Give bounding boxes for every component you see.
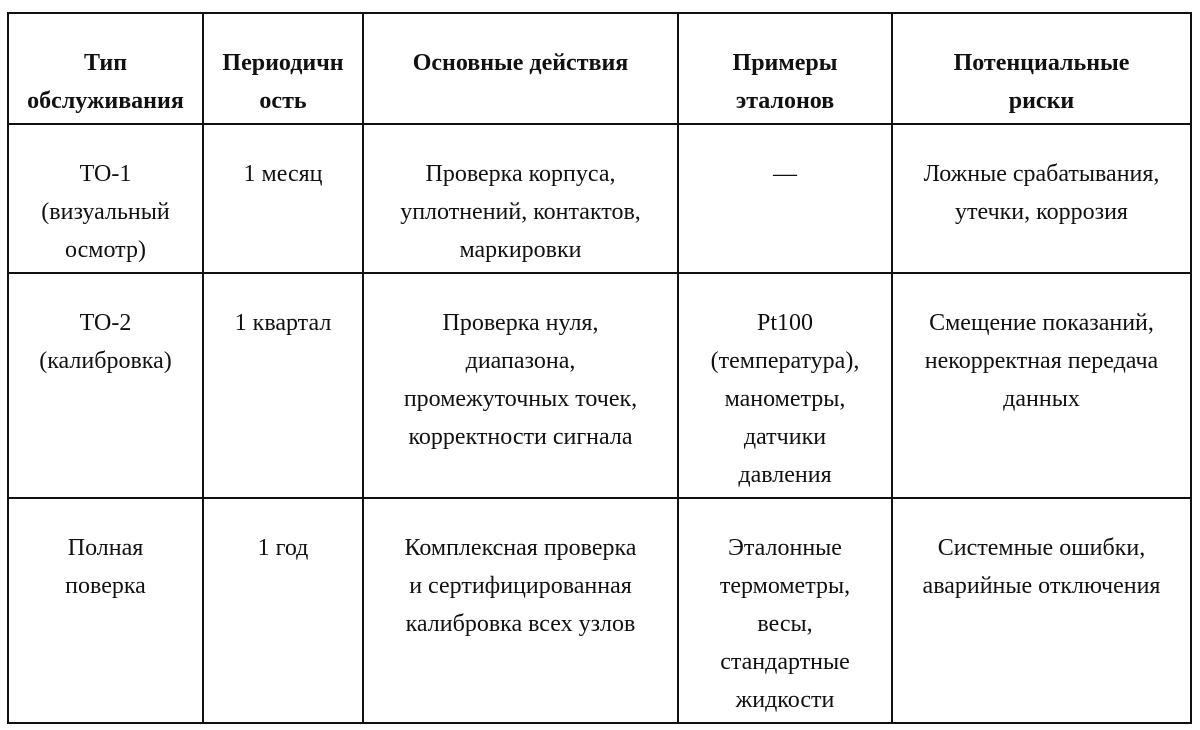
- table-row: [8, 498, 1191, 723]
- cell-type: ТО-2 (калибровка): [8, 273, 203, 498]
- cell-actions: Проверка нуля, диапазона, промежуточных точек, корректности сигнала: [363, 273, 678, 498]
- header-periodicity: Периодичн ость: [203, 13, 363, 124]
- header-type: Тип обслуживания: [8, 13, 203, 124]
- cell-risks: Ложные срабатывания, утечки, коррозия: [892, 124, 1191, 273]
- cell-risks: Смещение показаний, некорректная передача данных: [892, 273, 1191, 498]
- cell-type: ТО-1 (визуальный осмотр): [8, 124, 203, 273]
- header-row: [8, 13, 1191, 124]
- table-row: [8, 273, 1191, 498]
- header-standards: Примеры эталонов: [678, 13, 892, 124]
- cell-standards: Pt100 (температура), манометры, датчики давления: [678, 273, 892, 498]
- cell-risks: Системные ошибки, аварийные отключения: [892, 498, 1191, 723]
- table-row: [8, 124, 1191, 273]
- header-risks: Потенциальные риски: [892, 13, 1191, 124]
- cell-actions: Проверка корпуса, уплотнений, контактов, маркировки: [363, 124, 678, 273]
- cell-periodicity: 1 квартал: [203, 273, 363, 498]
- cell-periodicity: 1 месяц: [203, 124, 363, 273]
- cell-type: Полная поверка: [8, 498, 203, 723]
- maintenance-table: [7, 12, 1192, 724]
- cell-actions: Комплексная проверка и сертифицированная калибровка всех узлов: [363, 498, 678, 723]
- cell-standards: Эталонные термометры, весы, стандартные жидкости: [678, 498, 892, 723]
- cell-periodicity: 1 год: [203, 498, 363, 723]
- cell-standards: —: [678, 124, 892, 273]
- header-actions: Основные действия: [363, 13, 678, 124]
